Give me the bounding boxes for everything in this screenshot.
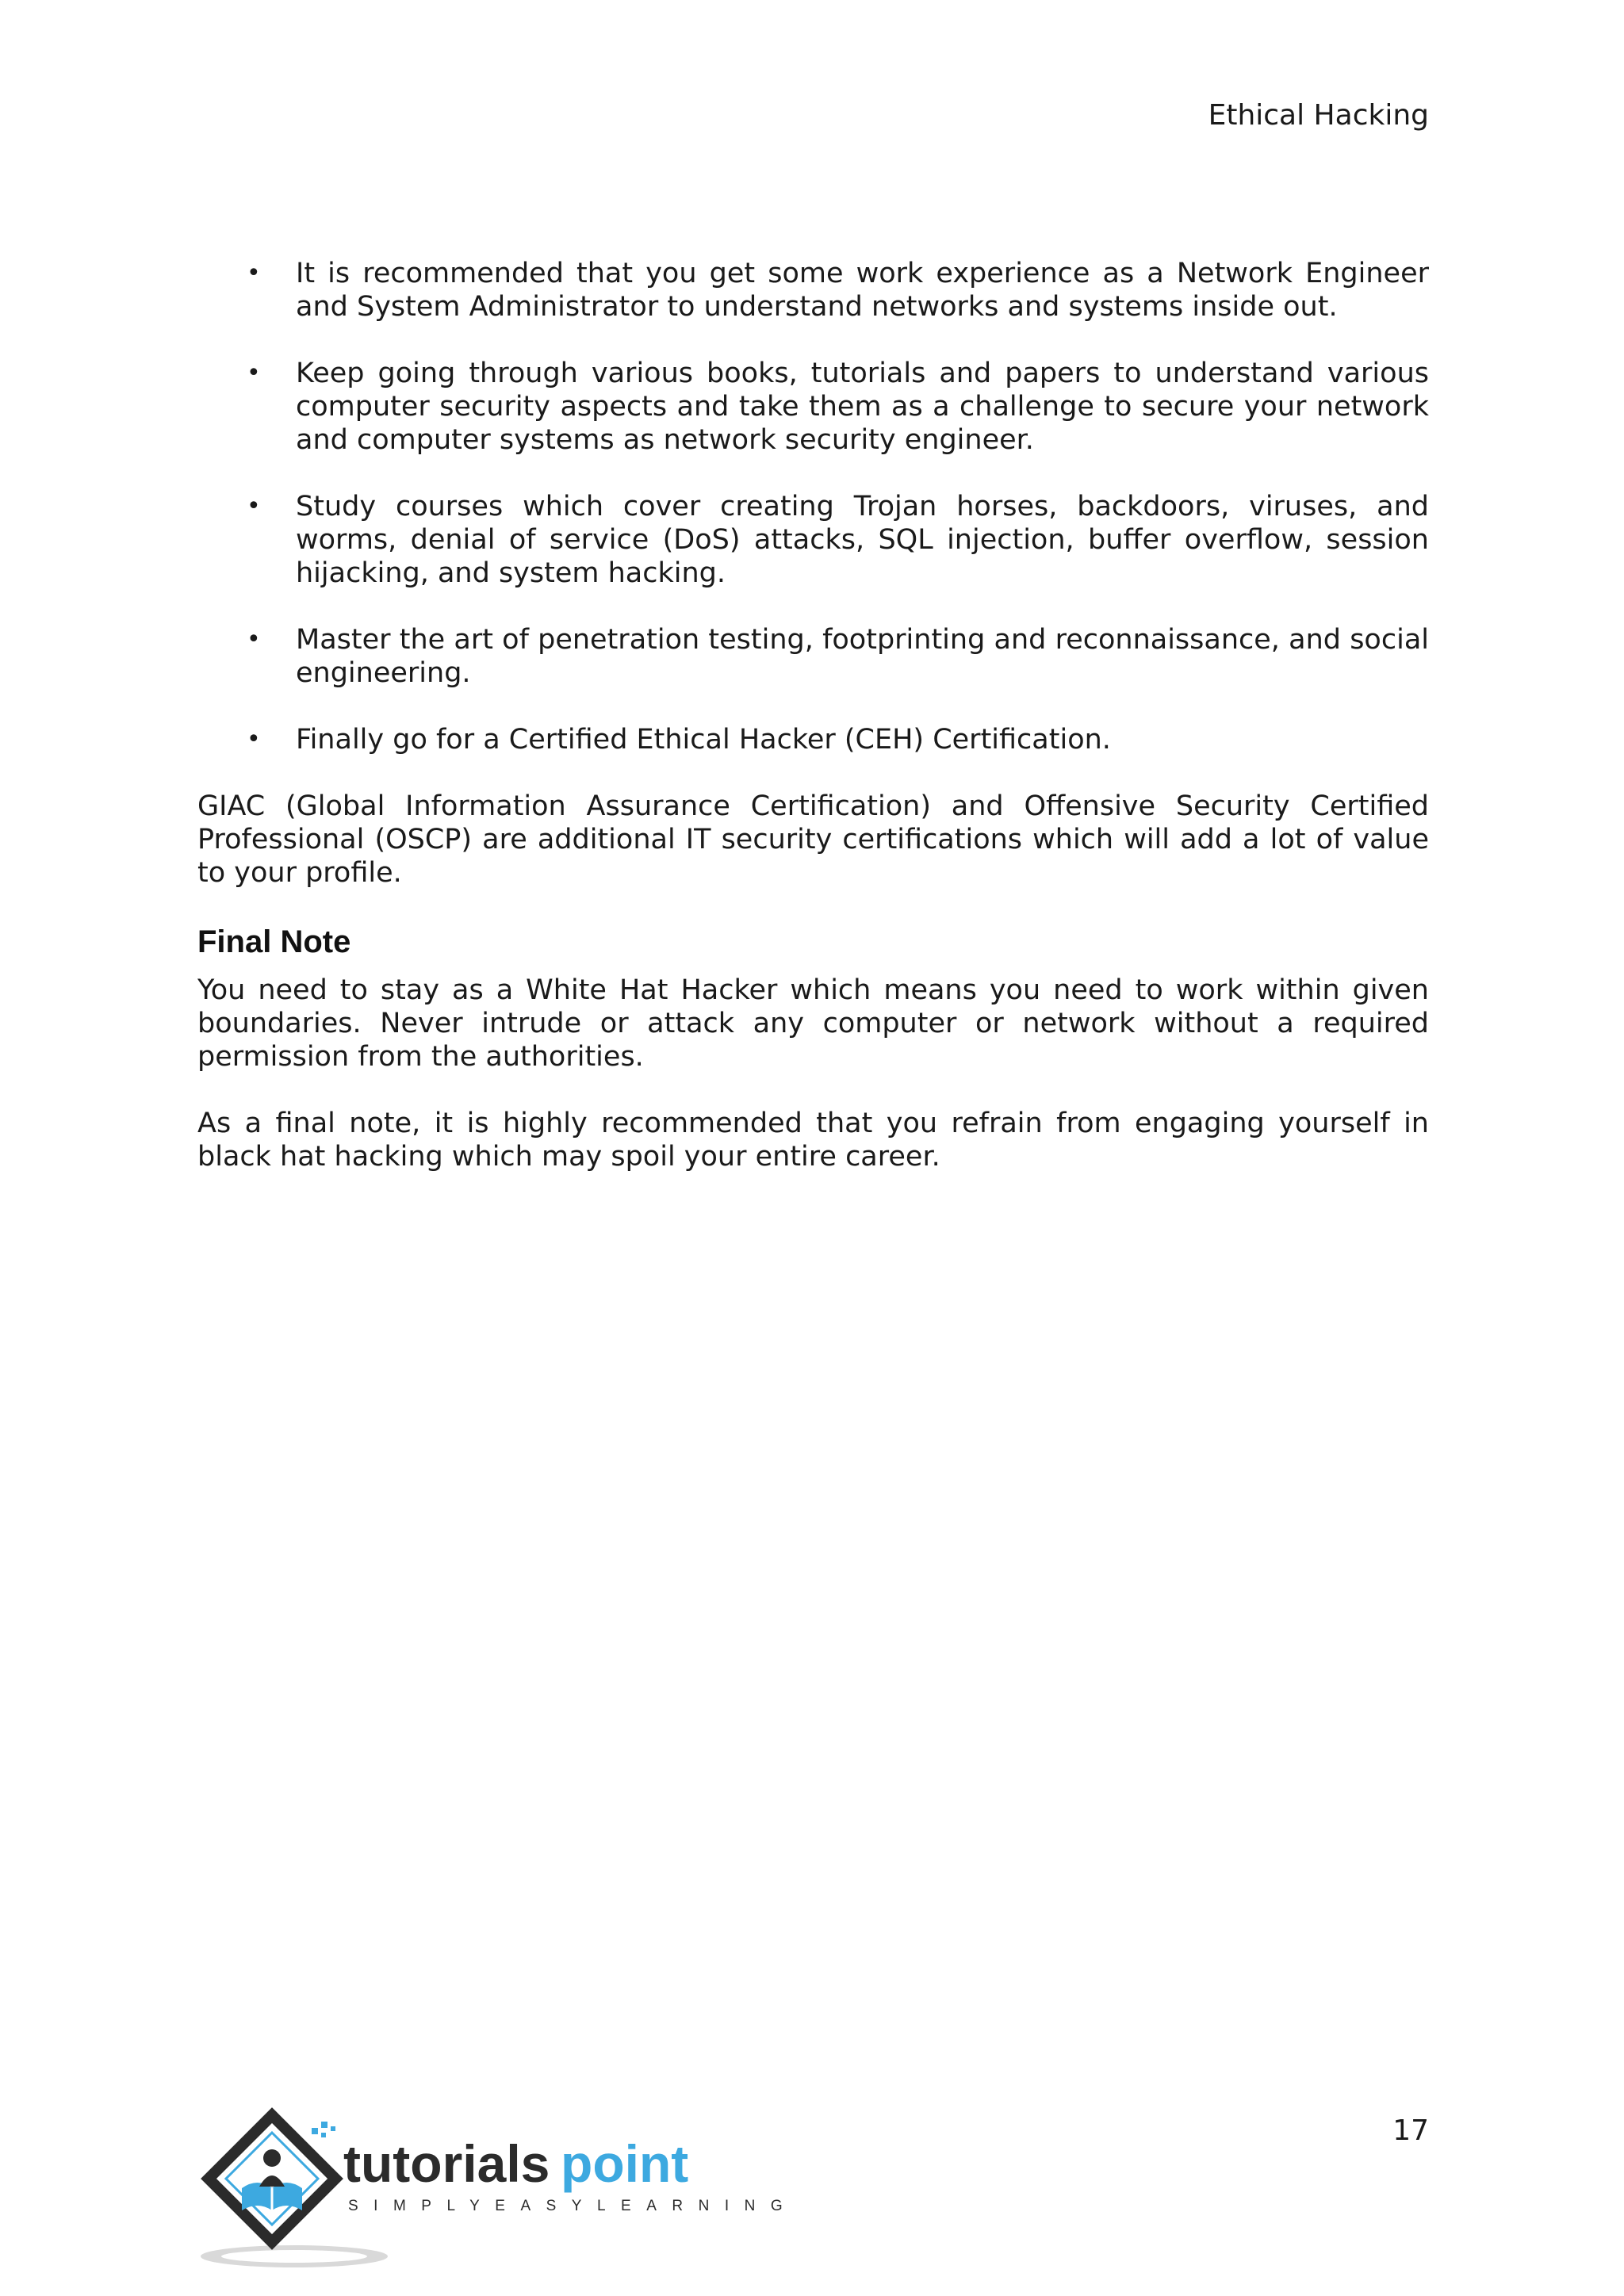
running-header: Ethical Hacking bbox=[1208, 99, 1429, 132]
section-heading: Final Note bbox=[197, 924, 351, 959]
logo-tagline: SIMPLYEASYLEARNING bbox=[348, 2198, 799, 2214]
list-item bbox=[197, 623, 1429, 690]
list-item-text: Finally go for a Certified Ethical Hacker (CEH) Certification. bbox=[296, 724, 1111, 756]
list-item-text: Study courses which cover creating Trojan horses, backdoors, viruses, and worms, denial of service (DoS) attacks, SQL injection, buffer overflow, session hijacking, and system hacking. bbox=[296, 491, 1429, 589]
certifications-paragraph: GIAC (Global Information Assurance Certification) and Offensive Security Certified Professional (OSCP) are additional IT security certifications which will add a lot of value to your profile. bbox=[197, 790, 1429, 889]
logo-word-dark: tutorials bbox=[343, 2134, 550, 2193]
tutorialspoint-logo-icon bbox=[193, 2099, 799, 2274]
list-item bbox=[197, 357, 1429, 457]
bullet-icon: • bbox=[247, 626, 261, 653]
bullet-icon: • bbox=[247, 725, 261, 753]
bullet-list bbox=[197, 257, 1429, 756]
list-item-text: It is recommended that you get some work experience as a Network Engineer and System Administrator to understand networks and systems inside out. bbox=[296, 258, 1429, 323]
list-item bbox=[197, 257, 1429, 323]
bullet-icon: • bbox=[247, 359, 261, 387]
list-item bbox=[197, 490, 1429, 590]
page-content bbox=[197, 257, 1429, 1207]
final-note-paragraph: You need to stay as a White Hat Hacker which means you need to work within given boundaries. Never intrude or attack any computer or network without a required permission from the authorities. bbox=[197, 974, 1429, 1073]
bullet-icon: • bbox=[247, 259, 261, 287]
list-item bbox=[197, 723, 1429, 756]
page-number: 17 bbox=[1392, 2114, 1429, 2147]
list-item-text: Keep going through various books, tutorials and papers to understand various computer security aspects and take them as a challenge to secure your network and computer systems as network security engineer. bbox=[296, 358, 1429, 456]
logo-word-light: point bbox=[561, 2134, 689, 2193]
final-note-paragraph: As a final note, it is highly recommended that you refrain from engaging yourself in black hat hacking which may spoil your entire career. bbox=[197, 1108, 1429, 1173]
bullet-icon: • bbox=[247, 492, 261, 520]
list-item-text: Master the art of penetration testing, footprinting and reconnaissance, and social engineering. bbox=[296, 624, 1429, 689]
